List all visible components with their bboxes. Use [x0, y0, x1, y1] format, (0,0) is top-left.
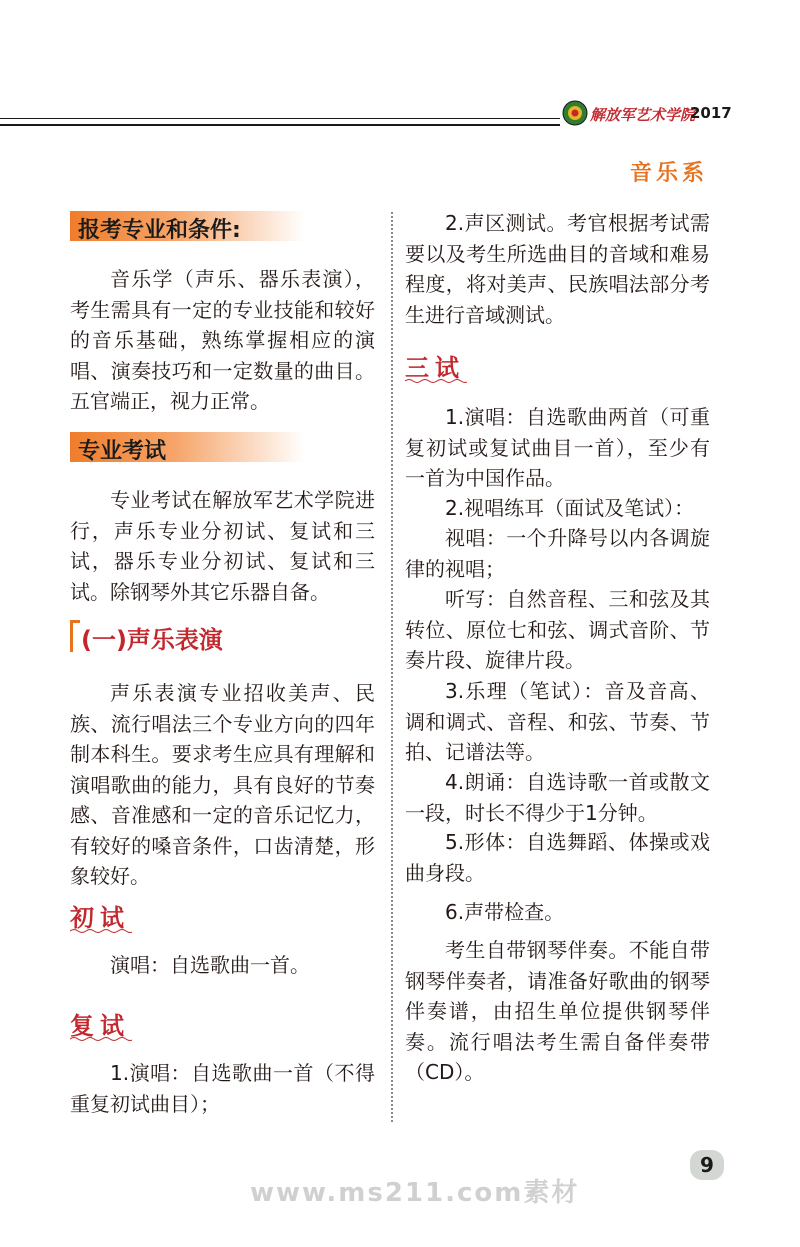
round3-item-2: 2.视唱练耳（面试及笔试）：	[445, 496, 695, 520]
accompaniment-note: 考生自带钢琴伴奏。不能自带钢琴伴奏者，请准备好歌曲的钢琴伴奏谱，由招生单位提供钢琴伴奏。流行唱法考生需自备伴奏带（CD）。	[405, 938, 710, 1084]
round3-item-2b: 听写：自然音程、三和弦及其转位、原位七和弦、调式音阶、节奏片段、旋律片段。	[405, 587, 710, 672]
round3-item-5: 5.形体：自选舞蹈、体操或戏曲身段。	[405, 830, 710, 885]
round3-item-4: 4.朗诵：自选诗歌一首或散文一段，时长不得少于1分钟。	[405, 770, 710, 825]
watermark: www.ms211.com素材	[250, 1178, 580, 1208]
school-name: 解放军艺术学院	[590, 106, 696, 124]
round1-underline	[70, 928, 132, 934]
header-rule	[0, 108, 560, 130]
section-text-application: 音乐学（声乐、器乐表演），考生需具有一定的专业技能和较好的音乐基础，熟练掌握相应的演唱、演奏技巧和一定数量的曲目。五官端正，视力正常。	[70, 267, 375, 413]
school-emblem-icon	[562, 100, 588, 126]
round3-item-3: 3.乐理（笔试）：音及音高、调和调式、音程、和弦、节奏、节拍、记谱法等。	[405, 679, 710, 764]
subsection-text-vocal: 声乐表演专业招收美声、民族、流行唱法三个专业方向的四年制本科生。要求考生应具有理解和演唱歌曲的能力，具有良好的节奏感、音准感和一定的音乐记忆力，有较好的嗓音条件，口齿清楚，形象较好。	[70, 681, 375, 888]
year-label: 2017	[690, 104, 732, 122]
round2-item-2: 2.声区测试。考官根据考试需要以及考生所选曲目的音域和难易程度，将对美声、民族唱法部分考生进行音域测试。	[405, 211, 710, 327]
round2-item-1: 1.演唱：自选歌曲一首（不得重复初试曲目）；	[70, 1061, 375, 1116]
column-divider	[391, 212, 393, 1122]
section-text-exam: 专业考试在解放军艺术学院进行，声乐专业分初试、复试和三试，器乐专业分初试、复试和三试。除钢琴外其它乐器自备。	[70, 488, 375, 604]
round3-item-1: 1.演唱：自选歌曲两首（可重复初试或复试曲目一首），至少有一首为中国作品。	[405, 405, 710, 490]
section-heading-exam: 专业考试	[70, 432, 305, 462]
round3-item-2a: 视唱：一个升降号以内各调旋律的视唱；	[405, 526, 710, 581]
round1-heading: 初试	[70, 904, 130, 932]
round1-text: 演唱：自选歌曲一首。	[110, 953, 310, 977]
round3-item-6: 6.声带检查。	[445, 900, 565, 924]
section-heading-application: 报考专业和条件:	[70, 211, 305, 241]
subsection-heading-vocal: (一)声乐表演	[70, 620, 273, 652]
round2-heading: 复试	[70, 1012, 130, 1040]
round3-underline	[405, 378, 467, 384]
department-title: 音乐系	[629, 160, 708, 186]
round3-heading: 三试	[405, 354, 465, 382]
round2-underline	[70, 1036, 132, 1042]
page-number: 9	[690, 1150, 724, 1180]
